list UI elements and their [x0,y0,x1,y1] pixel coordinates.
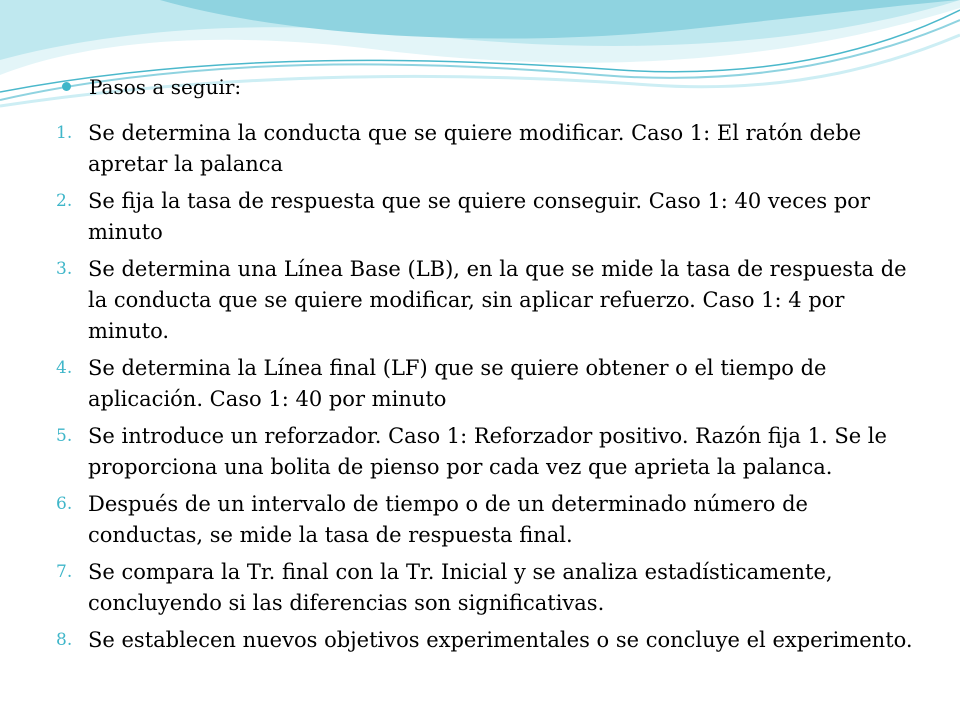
step-text: Se determina la Línea final (LF) que se quiere obtener o el tiempo de aplicación. Caso 1: 40 por minuto [88,356,827,411]
step-item [56,353,916,415]
step-text: Se determina una Línea Base (LB), en la que se mide la tasa de respuesta de la conducta que se quiere modificar, sin aplicar refuerzo. Caso 1: 4 por minuto. [88,257,907,343]
step-number: 7. [56,562,73,582]
bullet-dot-icon [62,82,71,91]
intro-text: Pasos a seguir: [89,75,242,99]
step-text: Se determina la conducta que se quiere modificar. Caso 1: El ratón debe apretar la palanca [88,121,862,176]
step-text: Se compara la Tr. final con la Tr. Inicial y se analiza estadísticamente, concluyendo si las diferencias son significativas. [88,560,833,615]
step-number: 3. [56,259,73,279]
step-number: 8. [56,630,73,650]
step-item [56,186,916,248]
step-item [56,421,916,483]
step-text: Se fija la tasa de respuesta que se quiere conseguir. Caso 1: 40 veces por minuto [88,189,870,244]
step-number: 1. [56,123,73,143]
step-text: Se introduce un reforzador. Caso 1: Reforzador positivo. Razón fija 1. Se le proporciona una bolita de pienso por cada vez que aprieta la palanca. [88,424,887,479]
step-item [56,489,916,551]
intro-bullet [56,70,916,104]
step-item [56,118,916,180]
step-item [56,254,916,347]
step-number: 2. [56,191,73,211]
step-number: 6. [56,494,73,514]
slide-content [56,70,916,662]
step-item [56,625,916,656]
step-text: Después de un intervalo de tiempo o de un determinado número de conductas, se mide la tasa de respuesta final. [88,492,808,547]
step-text: Se establecen nuevos objetivos experimentales o se concluye el experimento. [88,628,913,652]
step-number: 4. [56,358,73,378]
step-item [56,557,916,619]
steps-list [56,118,916,656]
step-number: 5. [56,426,73,446]
